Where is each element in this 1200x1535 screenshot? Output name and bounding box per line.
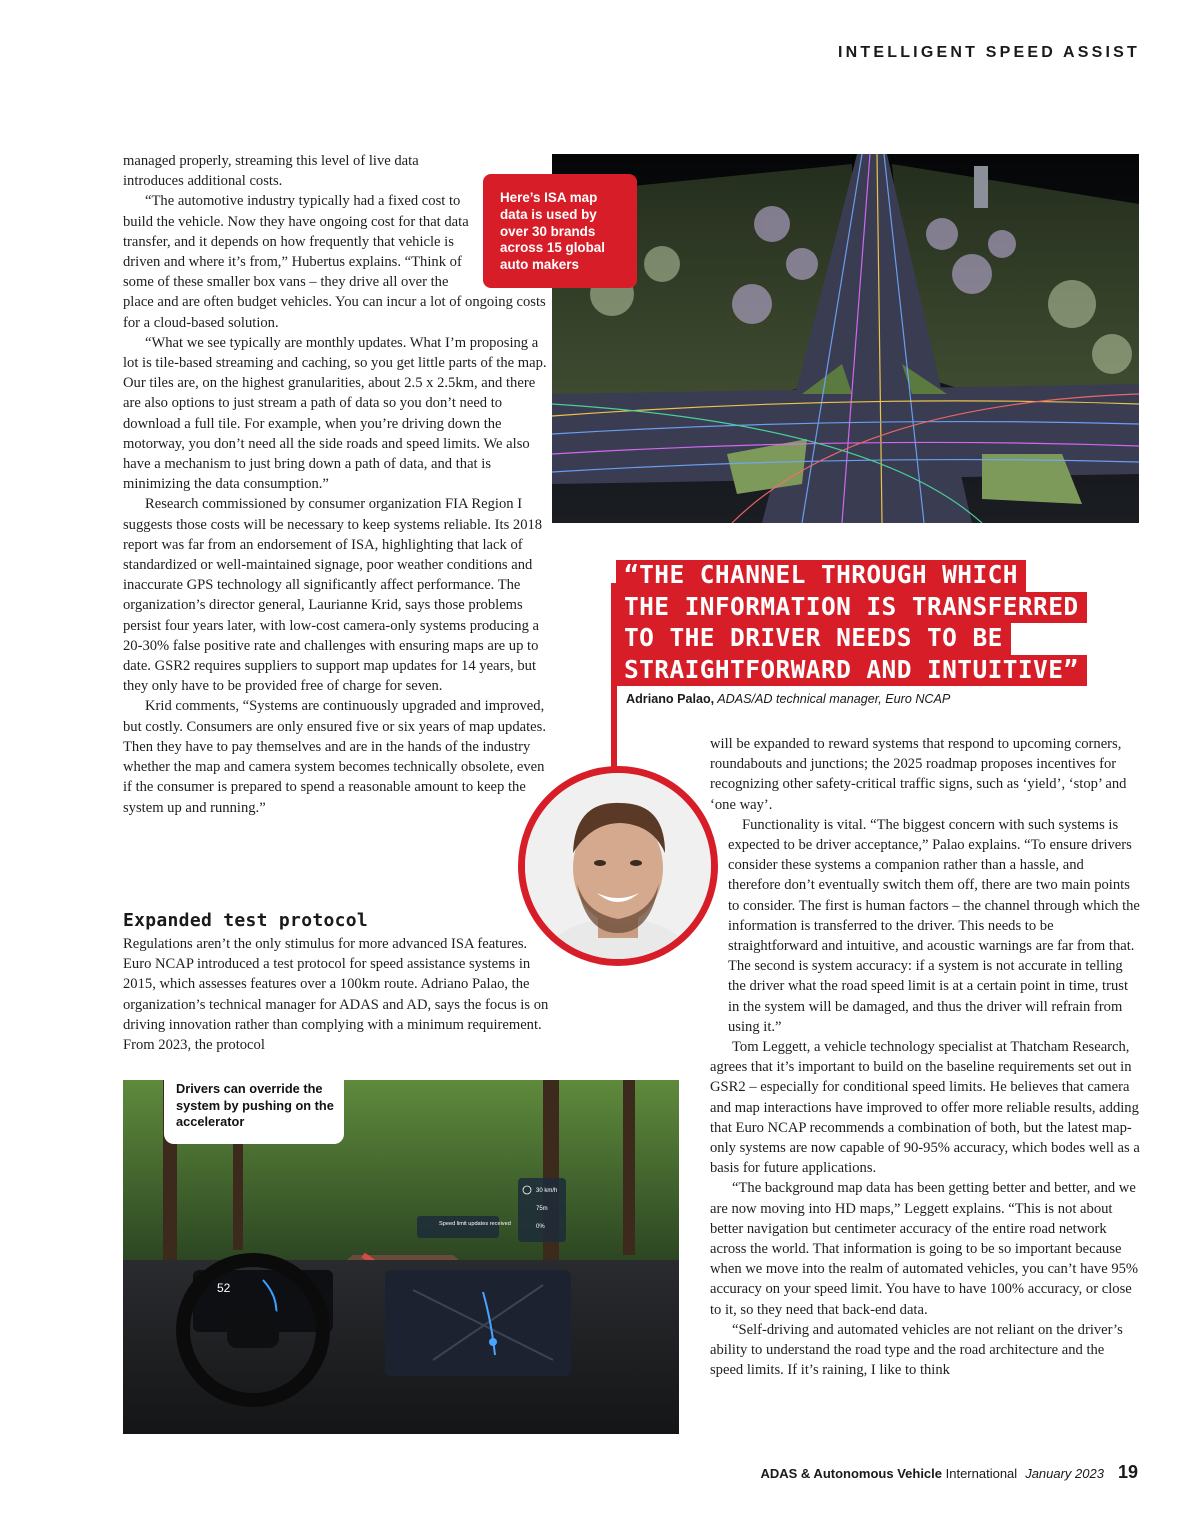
left-column-bottom (123, 934, 551, 1055)
pull-quote (616, 560, 1136, 686)
pull-quote-line: TO THE DRIVER NEEDS TO BE (616, 623, 1011, 655)
portrait-illustration (525, 773, 711, 959)
paragraph: Regulations aren’t the only stimulus for more advanced ISA features. Euro NCAP introduced a test protocol for speed assistance systems in 2015, which assesses features over a 100km route. Adriano Palao, the organization’s technical manager for ADAS and AD, says the focus is on driving innovation rather than complying with a minimum requirement. From 2023, the protocol (123, 936, 549, 1054)
publication-name (760, 1466, 1017, 1481)
paragraph: “The background map data has been getting better and better, and we are now moving into HD maps,” Leggett explains. “This is not about better navigation but centimeter accuracy of the entire road network across the world. That information is going to be so important because when we move into the realm of automated vehicles, you can’t have 95% accuracy on your speed limit. You have to have 100% accuracy, or close to it, so they need that back-end data. (710, 1180, 1139, 1318)
pull-quote-line: THE INFORMATION IS TRANSFERRED (616, 592, 1087, 624)
car-caption: Drivers can override the system by pushing on the accelerator (164, 1076, 344, 1144)
pull-quote-line: STRAIGHTFORWARD AND INTUITIVE” (616, 655, 1087, 687)
publication-name-bold: ADAS & Autonomous Vehicle (760, 1466, 943, 1481)
attribution-name: Adriano Palao, (626, 692, 715, 706)
pull-quote-line: “THE CHANNEL THROUGH WHICH (616, 560, 1026, 592)
portrait-adriano-palao (518, 766, 718, 966)
hud-percent-text: 0% (536, 1224, 545, 1230)
subhead: Expanded test protocol (123, 910, 369, 931)
map-caption: Here’s ISA map data is used by over 30 brands across 15 global auto makers (483, 174, 637, 288)
page-footer (760, 1462, 1138, 1483)
quote-connector-vertical (611, 583, 617, 773)
page-number: 19 (1117, 1462, 1138, 1482)
cluster-speed-text: 52 (217, 1281, 231, 1295)
hud-speed-text: 30 km/h (536, 1188, 558, 1194)
paragraph: Functionality is vital. “The biggest concern with such systems is expected to be driver acceptance,” Palao explains. “To ensure drivers consider these systems a companion rather than a hassle, and therefore don’t eventually switch them off, there are two main points to consider. The first is human factors – the channel through which the information is transferred to the driver. This needs to be straightforward and intuitive, and acoustic warnings are far from that. The second is system accuracy: if a system is not accurate in telling the driver what the road speed limit is at a certain point in time, trust in the system will be damaged, and thus the driver will refrain from using it.” (728, 816, 1140, 1035)
paragraph: will be expanded to reward systems that respond to upcoming corners, roundabouts and junctions; the 2025 roadmap proposes incentives for recognizing other safety-critical traffic signs, such as ‘yield’, ‘stop’ and ‘one way’. (710, 736, 1127, 813)
quote-attribution (626, 692, 950, 706)
paragraph: managed properly, streaming this level of live data introduces additional costs. (123, 153, 419, 190)
hud-distance-text: 75m (536, 1206, 548, 1212)
paragraph: Krid comments, “Systems are continuously upgraded and improved, but costly. Consumers are only ensured five or six years of map updates. Then they have to pay themselves and are in the hands of the industry whether the map and camera system becomes technically obsolete, even if the consumer is prepared to spend a reasonable amount to keep the system up and running.” (123, 698, 546, 816)
publication-name-rest: International (942, 1466, 1018, 1481)
right-column (710, 734, 1140, 1381)
section-header: INTELLIGENT SPEED ASSIST (837, 44, 1140, 61)
paragraph: “The automotive industry typically had a fixed cost to build the vehicle. Now they have ongoing cost for that data transfer, and it depends on how frequently that vehicle is driven and where it’s from,” Hubertus explains. “Think of some of these smaller box vans – they drive all over the place and are often budget vehicles. You can incur a lot of ongoing costs for a cloud-based solution. (123, 193, 546, 331)
map-illustration (552, 154, 1139, 523)
paragraph: Tom Leggett, a vehicle technology specialist at Thatcham Research, agrees that it’s important to build on the baseline requirements set out in GSR2 – especially for conditional speed limits. He believes that camera and map interactions have improved to offer more reliable results, adding that Euro NCAP recommends a combination of both, but the latest map-only systems are now capable of 90-95% accuracy, which bodes well as a basis for future applications. (710, 1039, 1140, 1177)
paragraph: Research commissioned by consumer organization FIA Region I suggests those costs will be necessary to keep systems reliable. Its 2018 report was far from an endorsement of ISA, highlighting that lack of standardized or well-maintained signage, poor weather conditions and inaccurate GPS technology all significantly affect performance. The organization’s director general, Laurianne Krid, says those problems persist four years later, with low-cost camera-only systems producing a 20-30% false positive rate and challenges with ensuring maps are up to date. GSR2 requires suppliers to support map updates for 14 years, but they only have to be provided free of charge for seven. (123, 496, 543, 695)
hud-notice-text: Speed limit updates received (439, 1221, 511, 1227)
issue-date: January 2023 (1025, 1466, 1104, 1481)
paragraph: “What we see typically are monthly updates. What I’m proposing a lot is tile-based streaming and caching, so you get little parts of the map. Our tiles are, on the highest granularities, about 2.5 x 2.5km, and there are also options to just stream a path of data so you don’t need to download a full tile. For example, when you’re driving down the motorway, you don’t need all the side roads and speed limits. We also have a mechanism to just bring down a path of data, and that is minimizing the data consumption.” (123, 334, 547, 493)
isa-map-image (552, 154, 1139, 523)
attribution-role: ADAS/AD technical manager, Euro NCAP (714, 692, 951, 706)
paragraph: “Self-driving and automated vehicles are not reliant on the driver’s ability to understand the road type and the road architecture and the speed limits. If it’s raining, I like to think (710, 1321, 1123, 1379)
